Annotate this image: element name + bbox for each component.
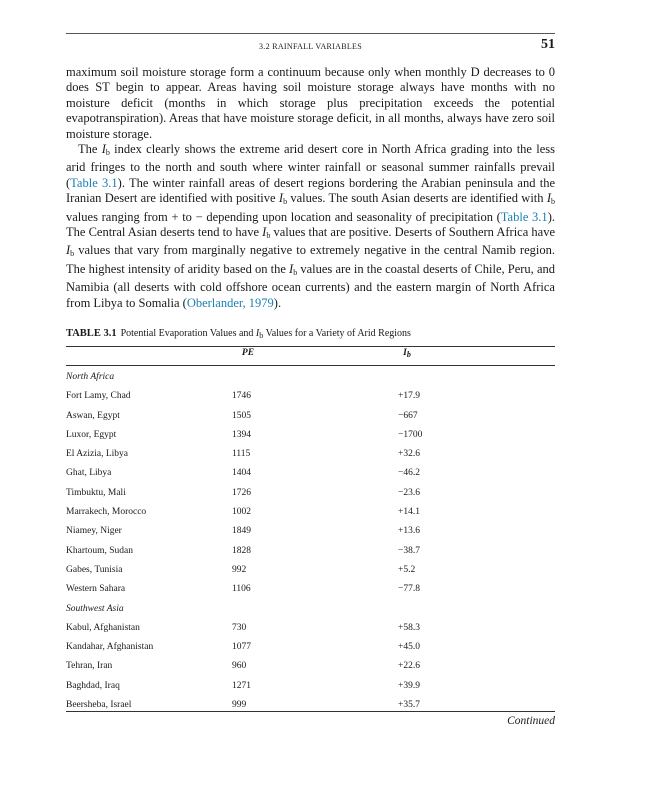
pe-cell: 1404 bbox=[232, 468, 251, 479]
table-row bbox=[66, 464, 555, 483]
ib-cell: +32.6 bbox=[398, 449, 420, 460]
ib-cell: −77.8 bbox=[398, 584, 420, 595]
pe-cell: 1849 bbox=[232, 526, 251, 537]
ib-cell: −1700 bbox=[398, 429, 423, 440]
ib-cell: −38.7 bbox=[398, 545, 420, 556]
ib-cell: +5.2 bbox=[398, 564, 416, 575]
ib-cell: −667 bbox=[398, 410, 418, 421]
pe-cell: 1726 bbox=[232, 487, 251, 498]
pe-cell: 1271 bbox=[232, 680, 251, 691]
ib-cell: +13.6 bbox=[398, 526, 420, 537]
pe-cell: 1115 bbox=[232, 449, 251, 460]
table-row bbox=[66, 387, 555, 406]
pe-cell: 992 bbox=[232, 564, 247, 575]
table-header-rule bbox=[66, 365, 555, 366]
ib-cell: +17.9 bbox=[398, 391, 420, 402]
ib-cell: −46.2 bbox=[398, 468, 420, 479]
column-header-pe: PE bbox=[241, 348, 255, 358]
pe-cell: 1394 bbox=[232, 429, 251, 440]
ib-cell: +35.7 bbox=[398, 700, 420, 711]
pe-cell: 1106 bbox=[232, 584, 251, 595]
table-row bbox=[66, 657, 555, 676]
running-head bbox=[66, 37, 555, 56]
table-row bbox=[66, 696, 555, 715]
table-row bbox=[66, 522, 555, 541]
pe-cell: 999 bbox=[232, 700, 247, 711]
continued-label: Continued bbox=[507, 715, 555, 727]
header-rule bbox=[66, 33, 555, 34]
place-cell: Khartoum, Sudan bbox=[66, 545, 134, 556]
place-cell: Ghat, Libya bbox=[66, 468, 112, 479]
table-label: TABLE 3.1 bbox=[66, 328, 117, 339]
pe-cell: 1746 bbox=[232, 391, 251, 402]
section-title: 3.2 RAINFALL VARIABLES bbox=[259, 42, 362, 51]
table-header bbox=[66, 348, 555, 364]
place-cell: Fort Lamy, Chad bbox=[66, 391, 131, 402]
ib-cell: +45.0 bbox=[398, 642, 420, 653]
table-row bbox=[66, 484, 555, 503]
place-cell: Marrakech, Morocco bbox=[66, 507, 147, 518]
place-cell: Beersheba, Israel bbox=[66, 700, 132, 711]
table-bottom-rule bbox=[66, 711, 555, 712]
table-row bbox=[66, 407, 555, 426]
table-row bbox=[66, 542, 555, 561]
pe-cell: 960 bbox=[232, 661, 247, 672]
group-label: Southwest Asia bbox=[66, 603, 124, 614]
table-group-row bbox=[66, 600, 555, 619]
place-cell: Baghdad, Iraq bbox=[66, 680, 120, 691]
table-row bbox=[66, 561, 555, 580]
place-cell: Niamey, Niger bbox=[66, 526, 122, 537]
table-row bbox=[66, 619, 555, 638]
table-group-row bbox=[66, 368, 555, 387]
table-caption: TABLE 3.1 Potential Evaporation Values and $I_b$ Values for a Variety of Arid Regions bbox=[66, 328, 411, 340]
table-reference-link[interactable]: Table 3.1 bbox=[500, 209, 548, 224]
table-row bbox=[66, 426, 555, 445]
table-top-rule bbox=[66, 346, 555, 347]
table-body bbox=[66, 368, 555, 715]
ib-cell: +58.3 bbox=[398, 622, 420, 633]
place-cell: Western Sahara bbox=[66, 584, 126, 595]
table-reference-link[interactable]: Table 3.1 bbox=[70, 175, 118, 190]
place-cell: Aswan, Egypt bbox=[66, 410, 120, 421]
place-cell: Luxor, Egypt bbox=[66, 429, 117, 440]
place-cell: Gabes, Tunisia bbox=[66, 564, 123, 575]
paragraph-2: The $I_b$ index clearly shows the extreme arid desert core in North Africa grading into the less arid fringes to the north and south where winter rainfall or seasonal summer rainfalls prevail (Table 3.1). The winter rainfall areas of desert regions bordering the Arabian peninsula and the Iranian Desert are identified with positive $I_b$ values. The south Asian deserts are identified with $I_b$ values ranging from + to − depending upon location and seasonality of precipitation (Table 3.1). The Central Asian deserts tend to have $I_b$ values that are positive. Deserts of Southern Africa have $I_b$ values that vary from marginally negative to extremely negative in the central Namib region. The highest intensity of aridity based on the $I_b$ values are in the coastal deserts of Chile, Peru, and Namibia (all deserts with cold offshore ocean currents) and the eastern margin of North Africa from Libya to Somalia (Oberlander, 1979). bbox=[66, 142, 556, 310]
table-row bbox=[66, 638, 555, 657]
place-cell: El Azizia, Libya bbox=[66, 449, 128, 460]
paragraph-1: maximum soil moisture storage form a continuum because only when monthly D decreases to 0 does ST begin to appear. Areas having soil moisture storage always have months with no moisture deficit (months in which storage plus precipitation exceeds the potential evapotranspiration). Areas that have moisture storage deficit, in all months, always have zero soil moisture storage. bbox=[66, 65, 555, 141]
place-cell: Kandahar, Afghanistan bbox=[66, 642, 154, 653]
pe-cell: 730 bbox=[232, 622, 247, 633]
table-row bbox=[66, 445, 555, 464]
place-cell: Tehran, Iran bbox=[66, 661, 113, 672]
pe-cell: 1505 bbox=[232, 410, 251, 421]
place-cell: Kabul, Afghanistan bbox=[66, 622, 140, 633]
ib-cell: +14.1 bbox=[398, 507, 420, 518]
column-header-ib: $I_b$ bbox=[403, 348, 411, 359]
ib-cell: +39.9 bbox=[398, 680, 420, 691]
body-text bbox=[66, 65, 555, 311]
pe-cell: 1828 bbox=[232, 545, 251, 556]
place-cell: Timbuktu, Mali bbox=[66, 487, 126, 498]
pe-cell: 1077 bbox=[232, 642, 251, 653]
table-row bbox=[66, 503, 555, 522]
ib-cell: −23.6 bbox=[398, 487, 420, 498]
page-number: 51 bbox=[541, 37, 555, 52]
citation-link[interactable]: Oberlander, 1979 bbox=[186, 295, 274, 310]
ib-cell: +22.6 bbox=[398, 661, 420, 672]
group-label: North Africa bbox=[66, 372, 115, 382]
pe-cell: 1002 bbox=[232, 507, 251, 518]
table-row bbox=[66, 677, 555, 696]
table-row bbox=[66, 580, 555, 599]
